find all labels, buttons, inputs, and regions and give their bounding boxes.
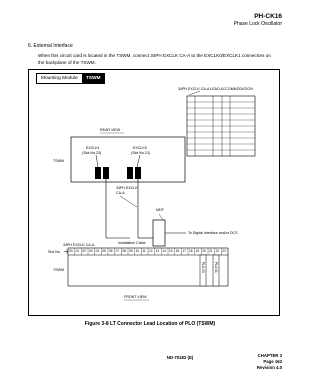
tswm-upper-label: TSWM — [53, 159, 64, 163]
exclk1-connector-b — [103, 167, 109, 179]
cable-label-2: CA-A — [116, 191, 125, 195]
slot-number: 20 — [202, 249, 206, 253]
exclk1-label: EXCLK1 — [86, 146, 100, 150]
to-digital-label: To Digital Interface and/or DCS — [188, 231, 238, 235]
exclk0-connector-b — [135, 167, 141, 179]
page-label: Page 163 — [263, 359, 282, 364]
slot-number: 05 — [102, 249, 106, 253]
exclk0-connector — [127, 167, 133, 179]
slot-number: 18 — [189, 249, 193, 253]
slot-arrow-icon — [64, 250, 68, 254]
footer-right — [257, 353, 282, 371]
cable-lower-label: 34PH EXCLK CA-A — [63, 243, 95, 247]
mdf-block — [153, 220, 165, 246]
installation-cable-label: Installation Cable — [118, 241, 146, 245]
slot-number: 10 — [135, 249, 140, 253]
cable-label: 34PH EXCLK — [116, 186, 138, 190]
exclk1-connector — [95, 167, 101, 179]
slot-number: 08 — [122, 249, 126, 253]
mounting-module-label: Mounting Module — [37, 74, 82, 83]
accommodation-title: 34PH EXCLK CA-A LEAD ACCOMMODATION — [178, 87, 253, 91]
slot-number: 07 — [115, 249, 120, 253]
chapter-label: CHAPTER 3 — [257, 353, 282, 358]
plo1-label: PLO #1 — [214, 262, 218, 273]
slot-number: 04 — [95, 249, 100, 253]
slot-number: 17 — [182, 249, 186, 253]
exclk0-slot: (Slot No.21) — [131, 151, 151, 155]
slot-number: 03 — [89, 249, 93, 253]
exclk0-label: EXCLK0 — [133, 146, 147, 150]
tswm-lower-label: TSWM — [53, 268, 64, 272]
slot-number: 15 — [169, 249, 173, 253]
slot-number: 00 — [69, 249, 73, 253]
mdf-label: MDF — [156, 208, 164, 212]
slot-number: 16 — [175, 249, 180, 253]
front-view-label: FRONT VIEW — [124, 295, 147, 299]
revision-label: Revision 4.0 — [256, 365, 282, 370]
doc-number: ND-70182 (E) — [166, 355, 194, 360]
slot-number: 22 — [215, 249, 220, 253]
slot-number: 21 — [209, 249, 213, 253]
section-body: When this circuit card is located in the TSWM, connect 34PH EXCLK CA-A to the EXCLK0/EXCLK1 connectors on the backplane of the TSWM. — [38, 53, 271, 65]
slot-number: 11 — [142, 249, 146, 253]
rear-view-label: REAR VIEW — [100, 128, 121, 132]
figure-caption: Figure 3-8 LT Connector Lead Location of PLO (TSWM) — [84, 321, 216, 327]
slot-number: 12 — [149, 249, 153, 253]
exclk1-slot: (Slot No.23) — [82, 151, 102, 155]
slot-number: 13 — [155, 249, 160, 253]
slot-number: 23 — [222, 249, 226, 253]
slot-number: 14 — [162, 249, 166, 253]
doc-title: Phase Lock Oscillator — [233, 21, 282, 27]
slot-number: 01 — [75, 249, 80, 253]
slot-no-label: Slot No. — [48, 250, 61, 254]
slot-number: 09 — [129, 249, 133, 253]
section-heading: 6. External Interface — [28, 43, 73, 49]
slot-number: 19 — [195, 249, 200, 253]
plo0-label: PLO #0 — [201, 262, 205, 273]
slot-number: 06 — [109, 249, 113, 253]
doc-code: PH-CK16 — [254, 13, 282, 20]
mounting-module-value: TSWM — [82, 74, 105, 83]
slot-number: 02 — [82, 249, 86, 253]
